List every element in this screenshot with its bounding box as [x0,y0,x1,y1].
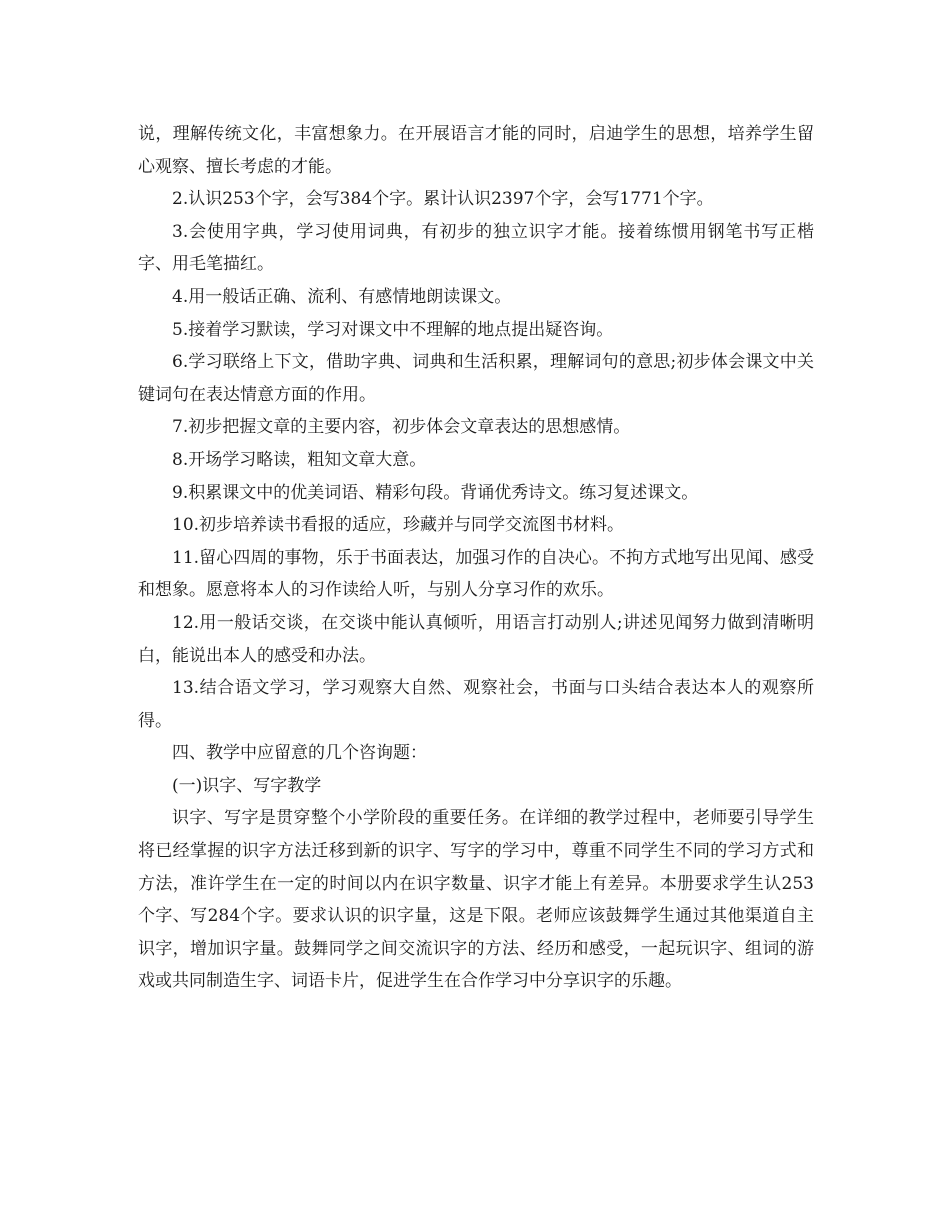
paragraph-item-5: 5.接着学习默读，学习对课文中不理解的地点提出疑咨询。 [172,319,614,340]
paragraph-item-9: 9.积累课文中的优美词语、精彩句段。背诵优秀诗文。练习复述课文。 [172,482,699,503]
document-body [138,118,814,998]
paragraph-item-4: 4.用一般话正确、流利、有感情地朗读课文。 [172,286,512,307]
paragraph-item-12: 12.用一般话交谈，在交谈中能认真倾听，用语言打动别人;讲述见闻努力做到清晰明白，能说出本人的感受和办法。 [138,612,814,666]
paragraph-item-8: 8.开场学习略读，粗知文章大意。 [172,449,427,470]
paragraph-item-11: 11.留心四周的事物，乐于书面表达，加强习作的自决心。不拘方式地写出见闻、感受和想象。愿意将本人的习作读给人听，与别人分享习作的欢乐。 [138,547,814,601]
paragraph-item-10: 10.初步培养读书看报的适应，珍藏并与同学交流图书材料。 [172,515,625,536]
paragraph-item-7: 7.初步把握文章的主要内容，初步体会文章表达的思想感情。 [172,417,631,438]
paragraph-continuation: 说，理解传统文化，丰富想象力。在开展语言才能的同时，启迪学生的思想，培养学生留心观察、擅长考虑的才能。 [138,124,814,177]
paragraph-item-2: 2.认识253个字，会写384个字。累计认识2397个字，会写1771个字。 [172,189,714,210]
paragraph-item-3: 3.会使用字典，学习使用词典，有初步的独立识字才能。接着练惯用钢笔书写正楷字、用毛笔描红。 [138,221,814,275]
paragraph-item-6: 6.学习联络上下文，借助字典、词典和生活积累，理解词句的意思;初步体会课文中关键词句在表达情意方面的作用。 [138,352,814,405]
section-heading: 四、教学中应留意的几个咨询题： [172,743,427,764]
paragraph-item-13: 13.结合语文学习，学习观察大自然、观察社会，书面与口头结合表达本人的观察所得。 [138,678,814,731]
paragraph-body: 识字、写字是贯穿整个小学阶段的重要任务。在详细的教学过程中，老师要引导学生将已经掌握的识字方法迁移到新的识字、写字的学习中，尊重不同学生不同的学习方式和方法，准许学生在一定的时间以内在识字数量、识字才能上有差异。本册要求学生认253个字、写284个字。要求认识的识字量，这是下限。老师应该鼓舞学生通过其他渠道自主识字，增加识字量。鼓舞同学之间交流识字的方法、经历和感受，一起玩识字、组词的游戏或共同制造生字、词语卡片，促进学生在合作学习中分享识字的乐趣。 [138,808,814,992]
subsection-heading: (一)识字、写字教学 [172,775,322,796]
